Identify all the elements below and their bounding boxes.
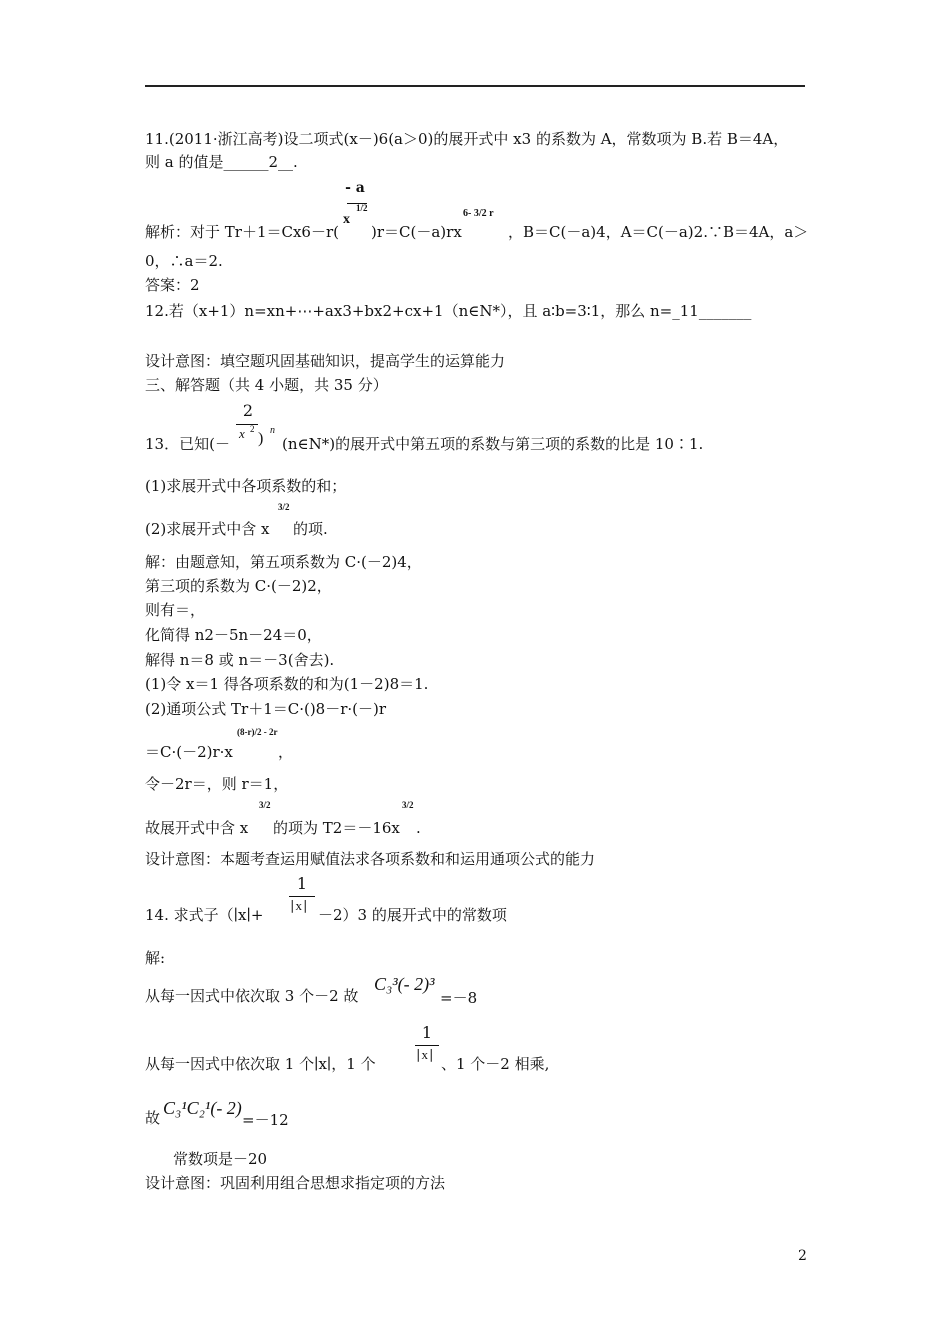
q13-s10exp2: 3/2 — [402, 800, 414, 810]
q14-a: 14. 求式子（∣x∣+ — [145, 906, 264, 924]
q13-intent: 设计意图：本题考查运用赋值法求各项系数和和运用通项公式的能力 — [145, 850, 596, 868]
q13-s10c: . — [416, 819, 421, 837]
q11-line2: 则 a 的值是______2__. — [145, 153, 298, 171]
q13-s4: 化简得 n2－5n－24＝0， — [145, 626, 322, 644]
q13-s8exp: (8-r)/2 - 2r — [237, 727, 278, 737]
q14-l3b: =－12 — [242, 1111, 289, 1129]
q14-l4: 常数项是－20 — [173, 1150, 268, 1168]
q13-s7: (2)通项公式 Tr＋1＝C·()8－r·(－)r — [145, 700, 387, 718]
q14-l3a: 故 — [145, 1109, 161, 1127]
q14-b: －2）3 的展开式中的常数项 — [318, 906, 507, 924]
q14-intent: 设计意图：巩固利用组合思想求指定项的方法 — [145, 1174, 446, 1192]
q11-sol-b: )r＝C(－a)rx — [371, 223, 462, 241]
q14-l2-frac-num: 1 — [421, 1023, 433, 1042]
q13-text: (n∈N*)的展开式中第五项的系数与第三项的系数的比是 10∶1. — [282, 435, 704, 453]
q13-s6: (1)令 x＝1 得各项系数的和为(1－2)8＝1. — [145, 675, 429, 693]
q14-l1: 从每一因式中依次取 3 个－2 故 — [145, 987, 359, 1005]
q14-frac-num: 1 — [296, 874, 308, 893]
q13-p2b: 的项. — [293, 520, 328, 538]
q11-exp: 6- 3/2 r — [463, 208, 494, 219]
q13-s1: 解：由题意知，第五项系数为 C·(－2)4， — [145, 553, 422, 571]
q11-frac-den-exp: 1/2 — [356, 203, 368, 213]
q13-s10a: 故展开式中含 x — [145, 819, 249, 837]
q14-l1math: C₃³(- 2)³ — [374, 974, 435, 994]
q13-frac-den: x — [239, 426, 245, 441]
q13-p2a: (2)求展开式中含 x — [145, 520, 270, 538]
q14-l2-frac-den: ∣x∣ — [415, 1047, 435, 1062]
q13-p2exp: 3/2 — [278, 502, 290, 512]
q13-prefix: 13．已知(－ — [145, 435, 230, 453]
q13-s3: 则有＝， — [145, 601, 206, 619]
header-rule — [145, 85, 805, 87]
q11-frac-den: x — [343, 212, 350, 227]
q14-l2b: 、1 个－2 相乘, — [441, 1055, 550, 1073]
q11-sol-line2: 0，∴a＝2. — [145, 252, 223, 270]
q11-line1: 11.(2011·浙江高考)设二项式(x－)6(a＞0)的展开式中 x3 的系数为 A，常数项为 B.若 B＝4A， — [145, 130, 789, 148]
q13-s2: 第三项的系数为 C·(－2)2， — [145, 577, 332, 595]
q13-frac-num: 2 — [242, 401, 254, 420]
q11-sol-a: 解析：对于 Tr＋1＝Cx6－r( — [145, 223, 339, 241]
q14-l2-frac-bar — [415, 1045, 439, 1046]
q14-frac-den: ∣x∣ — [289, 898, 309, 913]
q14-frac-bar — [289, 896, 315, 897]
q13-paren: ) — [258, 430, 264, 447]
page-number: 2 — [798, 1248, 807, 1264]
q13-frac-bar — [236, 424, 258, 425]
q13-s5: 解得 n＝8 或 n＝－3(舍去). — [145, 651, 335, 669]
q11-answer: 答案：2 — [145, 276, 200, 294]
q13-p1: (1)求展开式中各项系数的和； — [145, 477, 347, 495]
q14-l1b: =－8 — [440, 989, 478, 1007]
q13-sup-n: n — [270, 425, 275, 436]
q13-s10exp1: 3/2 — [259, 800, 271, 810]
q13-frac-den-exp: 2 — [250, 424, 255, 434]
q11-frac-num: - a — [345, 180, 365, 196]
q13-s8b: ， — [278, 743, 294, 761]
q12-intent: 设计意图：填空题巩固基础知识，提高学生的运算能力 — [145, 352, 506, 370]
q14-l3math: C₃¹C₂¹(- 2) — [163, 1098, 242, 1118]
q12-line: 12.若（x+1）n=xn+⋯+ax3+bx2+cx+1（n∈N*），且 a∶b=3∶1，那么 n=_11_______ — [145, 302, 752, 320]
q13-s10b: 的项为 T2＝－16x — [273, 819, 400, 837]
q14-sol: 解: — [145, 949, 166, 967]
q11-sol-c: ，B＝C(－a)4，A＝C(－a)2.∵B＝4A，a＞ — [508, 223, 809, 241]
q14-l2a: 从每一因式中依次取 1 个∣x∣，1 个 — [145, 1055, 376, 1073]
q13-s8a: ＝C·(－2)r·x — [145, 743, 233, 761]
section-title: 三、解答题（共 4 小题，共 35 分） — [145, 376, 388, 394]
q13-s9: 令－2r＝，则 r＝1， — [145, 775, 289, 793]
